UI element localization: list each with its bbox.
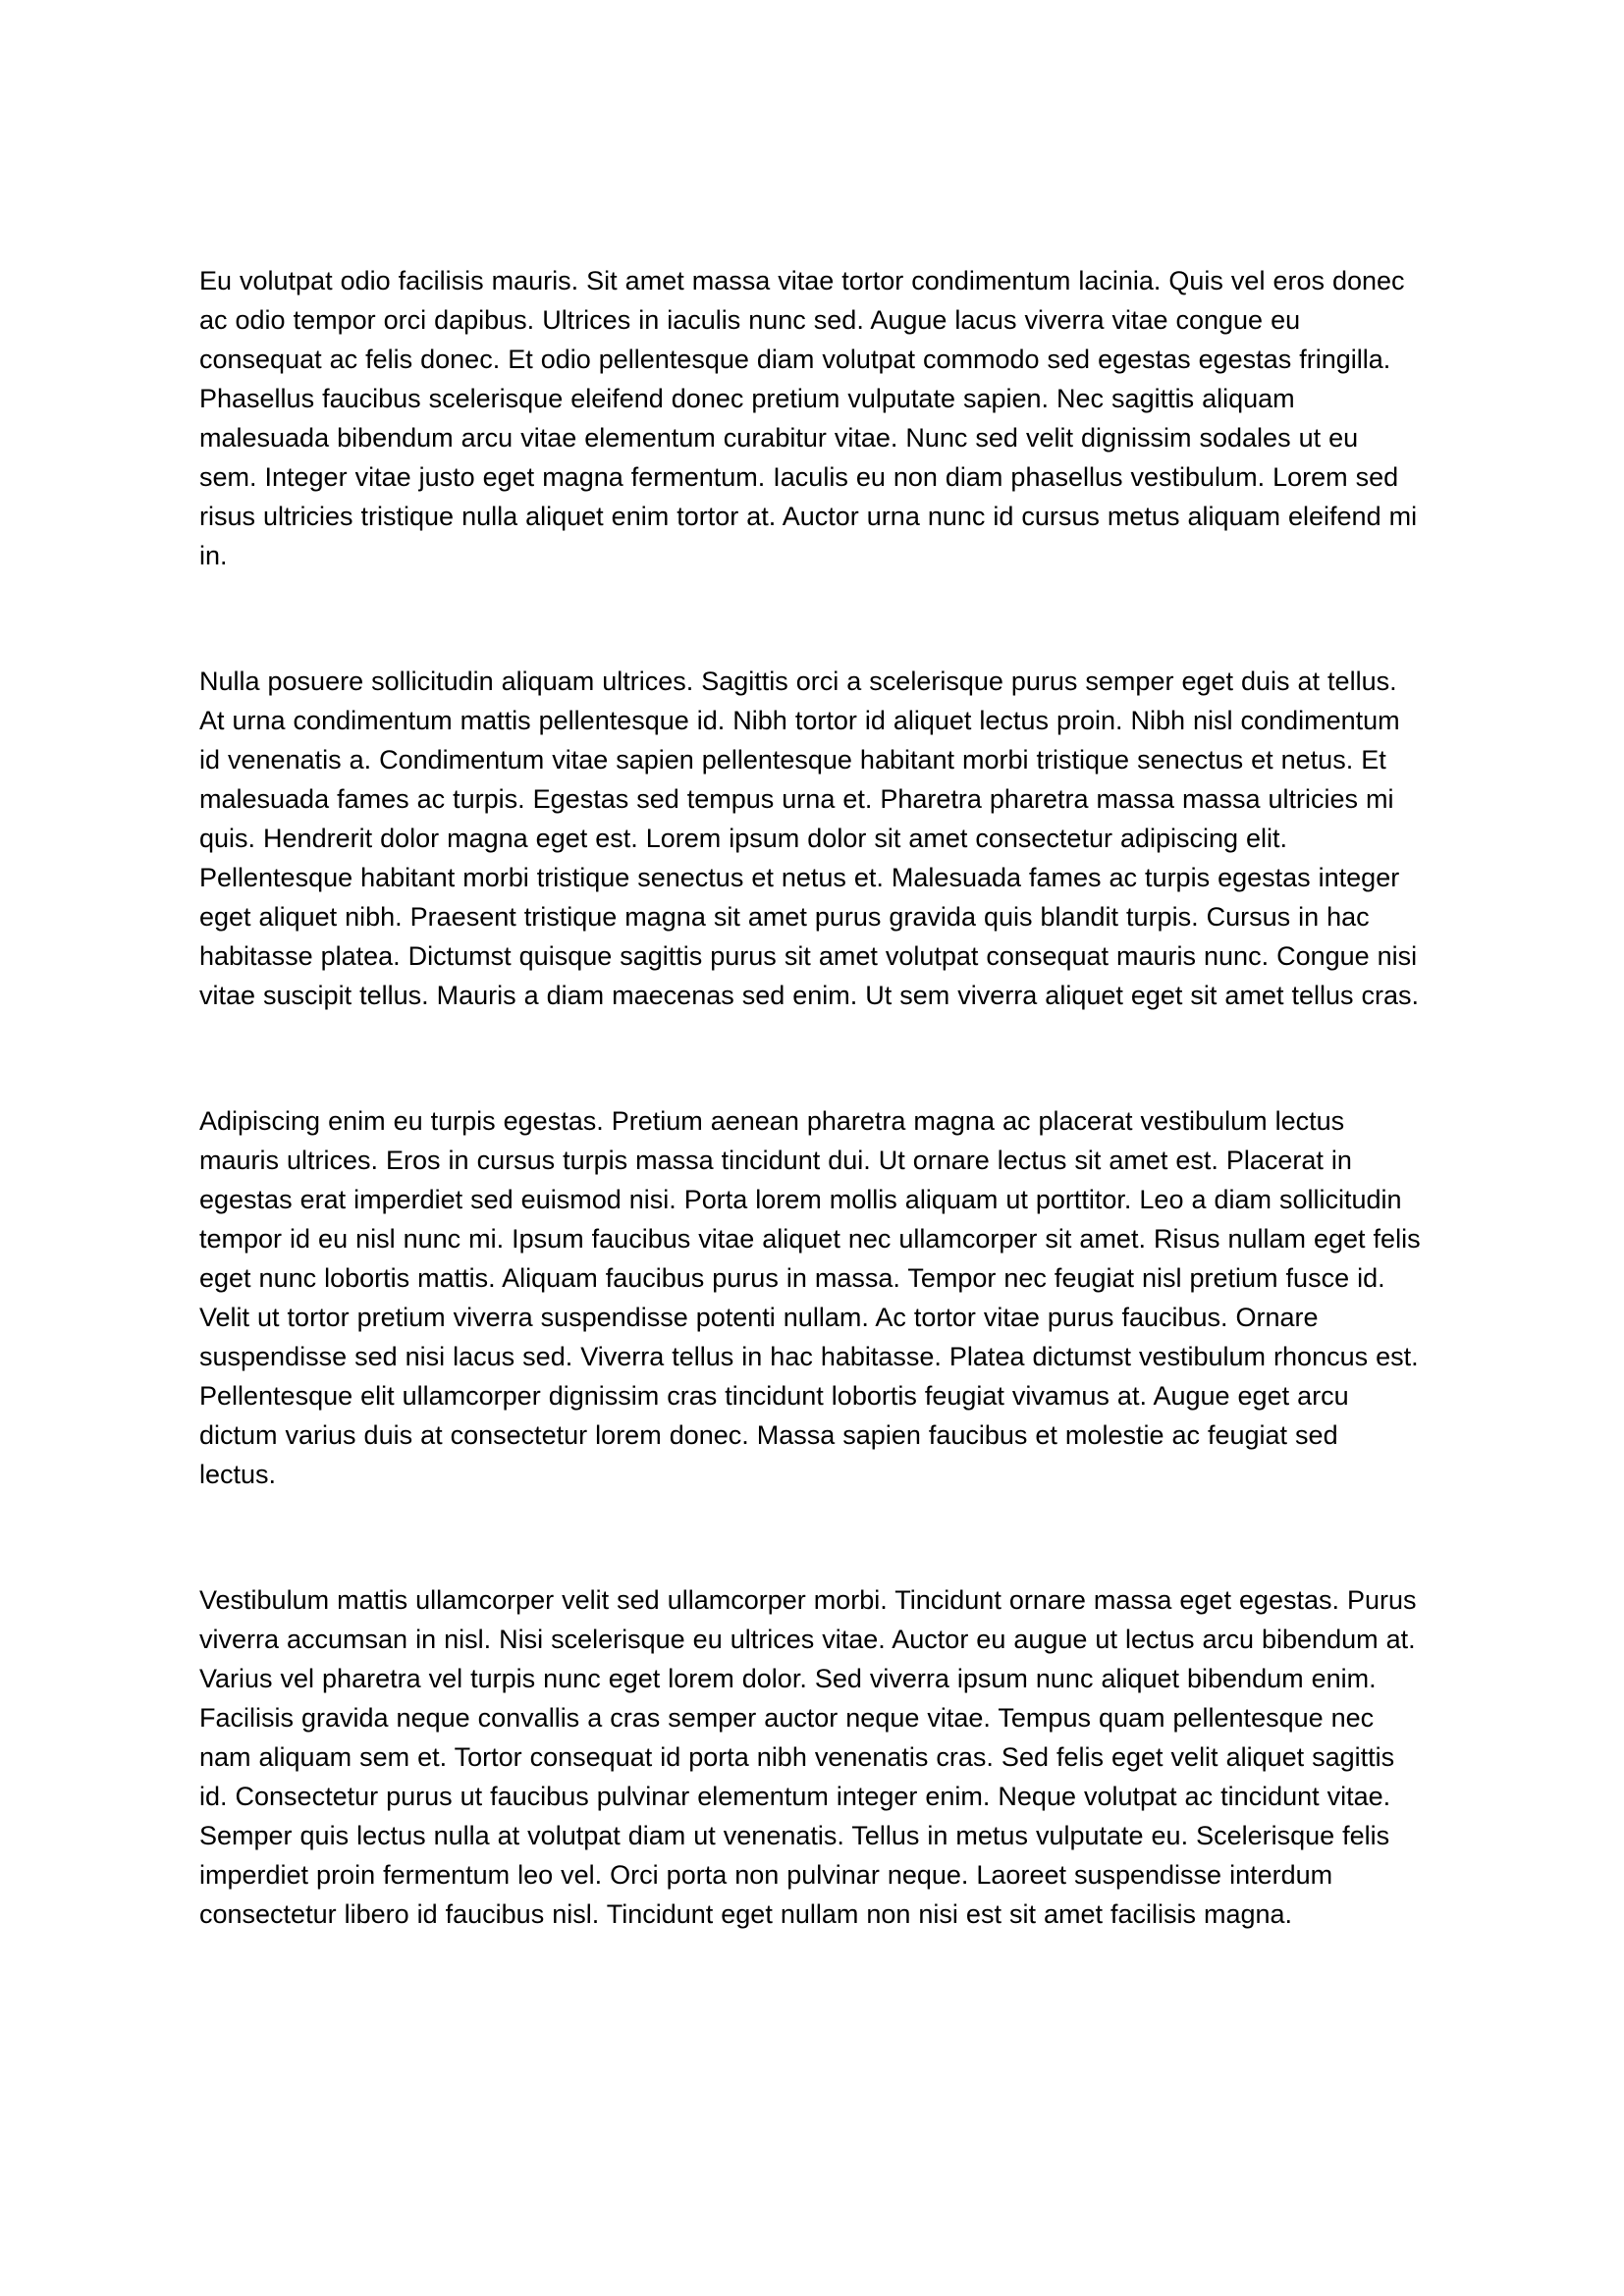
paragraph-3: Adipiscing enim eu turpis egestas. Pretium aenean pharetra magna ac placerat vestibulum lectus mauris ultrices. Eros in cursus turpis massa tincidunt dui. Ut ornare lectus sit amet est. Placerat in egestas erat imperdiet sed euismod nisi. Porta lorem mollis aliquam ut porttitor. Leo a diam sollicitudin tempor id eu nisl nunc mi. Ipsum faucibus vitae aliquet nec ullamcorper sit amet. Risus nullam eget felis eget nunc lobortis mattis. Aliquam faucibus purus in massa. Tempor nec feugiat nisl pretium fusce id. Velit ut tortor pretium viverra suspendisse potenti nullam. Ac tortor vitae purus faucibus. Ornare suspendisse sed nisi lacus sed. Viverra tellus in hac habitasse. Platea dictumst vestibulum rhoncus est. Pellentesque elit ullamcorper dignissim cras tincidunt lobortis feugiat vivamus at. Augue eget arcu dictum varius duis at consectetur lorem donec. Massa sapien faucibus et molestie ac feugiat sed lectus. [199, 1106, 1421, 1489]
paragraph-2: Nulla posuere sollicitudin aliquam ultrices. Sagittis orci a scelerisque purus semper eget duis at tellus. At urna condimentum mattis pellentesque id. Nibh tortor id aliquet lectus proin. Nibh nisl condimentum id venenatis a. Condimentum vitae sapien pellentesque habitant morbi tristique senectus et netus. Et malesuada fames ac turpis. Egestas sed tempus urna et. Pharetra pharetra massa massa ultricies mi quis. Hendrerit dolor magna eget est. Lorem ipsum dolor sit amet consectetur adipiscing elit. Pellentesque habitant morbi tristique senectus et netus et. Malesuada fames ac turpis egestas integer eget aliquet nibh. Praesent tristique magna sit amet purus gravida quis blandit turpis. Cursus in hac habitasse platea. Dictumst quisque sagittis purus sit amet volutpat consequat mauris nunc. Congue nisi vitae suscipit tellus. Mauris a diam maecenas sed enim. Ut sem viverra aliquet eget sit amet tellus cras. [199, 667, 1419, 1010]
paragraph-1: Eu volutpat odio facilisis mauris. Sit amet massa vitae tortor condimentum lacinia. Quis vel eros donec ac odio tempor orci dapibus. Ultrices in iaculis nunc sed. Augue lacus viverra vitae congue eu consequat ac felis donec. Et odio pellentesque diam volutpat commodo sed egestas egestas fringilla. Phasellus faucibus scelerisque eleifend donec pretium vulputate sapien. Nec sagittis aliquam malesuada bibendum arcu vitae elementum curabitur vitae. Nunc sed velit dignissim sodales ut eu sem. Integer vitae justo eget magna fermentum. Iaculis eu non diam phasellus vestibulum. Lorem sed risus ultricies tristique nulla aliquet enim tortor at. Auctor urna nunc id cursus metus aliquam eleifend mi in. [199, 266, 1418, 570]
paragraph-4: Vestibulum mattis ullamcorper velit sed ullamcorper morbi. Tincidunt ornare massa eget egestas. Purus viverra accumsan in nisl. Nisi scelerisque eu ultrices vitae. Auctor eu augue ut lectus arcu bibendum at. Varius vel pharetra vel turpis nunc eget lorem dolor. Sed viverra ipsum nunc aliquet bibendum enim. Facilisis gravida neque convallis a cras semper auctor neque vitae. Tempus quam pellentesque nec nam aliquam sem et. Tortor consequat id porta nibh venenatis cras. Sed felis eget velit aliquet sagittis id. Consectetur purus ut faucibus pulvinar elementum integer enim. Neque volutpat ac tincidunt vitae. Semper quis lectus nulla at volutpat diam ut venenatis. Tellus in metus vulputate eu. Scelerisque felis imperdiet proin fermentum leo vel. Orci porta non pulvinar neque. Laoreet suspendisse interdum consectetur libero id faucibus nisl. Tincidunt eget nullam non nisi est sit amet facilisis magna. [199, 1585, 1417, 1929]
